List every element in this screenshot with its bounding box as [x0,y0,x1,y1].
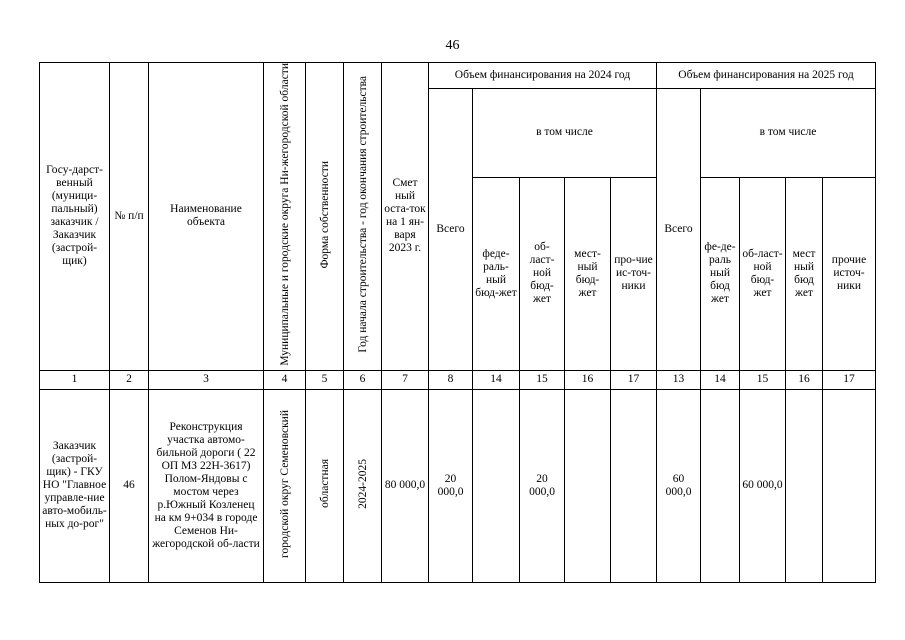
row-local-2025 [786,389,823,582]
header-including-2024: в том числе [473,89,657,178]
column-number: 14 [473,370,520,389]
column-number: 16 [565,370,611,389]
header-years [344,63,382,371]
column-number: 2 [110,370,149,389]
row-ownership [306,389,344,582]
table-row [40,389,876,582]
row-federal-2024 [473,389,520,582]
row-other-2024 [611,389,657,582]
header-federal-2024: феде-раль-ный бюд-жет [473,177,520,370]
column-number-row [40,370,876,389]
header-customer: Госу-дарст-венный (муници-пальный) заказчик / Заказчик (застрой-щик) [40,63,110,371]
header-object-name: Наименование объекта [149,63,264,371]
financing-table [39,62,876,583]
column-number: 6 [344,370,382,389]
row-years-text: 2024-2025 [356,458,369,509]
header-local-2024: мест-ный бюд-жет [565,177,611,370]
header-municipality-text: Муниципальные и городские округа Ни-жегородской области [278,63,291,366]
header-ownership [306,63,344,371]
header-other-2025: прочие источ-ники [823,177,876,370]
header-regional-2024: об-ласт-ной бюд-жет [520,177,565,370]
column-number: 14 [701,370,740,389]
row-customer: Заказчик (застрой-щик) - ГКУ НО "Главное управле-ние авто-мобиль-ных до-рог" [40,389,110,582]
column-number: 3 [149,370,264,389]
header-including-2025: в том числе [701,89,876,178]
row-ownership-text: областная [318,459,331,509]
column-number: 5 [306,370,344,389]
row-estimate: 80 000,0 [382,389,429,582]
row-total-2025: 60 000,0 [657,389,701,582]
header-regional-2025: об-ласт-ной бюд-жет [740,177,786,370]
column-number: 7 [382,370,429,389]
row-regional-2025: 60 000,0 [740,389,786,582]
column-number: 8 [429,370,473,389]
row-number: 46 [110,389,149,582]
row-federal-2025 [701,389,740,582]
column-number: 17 [611,370,657,389]
header-federal-2025: фе-де-раль ный бюд жет [701,177,740,370]
header-funding-2025: Объем финансирования на 2025 год [657,63,876,89]
column-number: 13 [657,370,701,389]
row-municipality [264,389,306,582]
column-number: 17 [823,370,876,389]
header-funding-2024: Объем финансирования на 2024 год [429,63,657,89]
column-number: 1 [40,370,110,389]
column-number: 15 [520,370,565,389]
row-other-2025 [823,389,876,582]
column-number: 4 [264,370,306,389]
row-years [344,389,382,582]
header-estimate: Смет ный оста-ток на 1 ян-варя 2023 г. [382,63,429,371]
page-number: 46 [445,38,460,53]
header-local-2025: мест ный бюд жет [786,177,823,370]
row-local-2024 [565,389,611,582]
header-total-2024: Всего [429,89,473,371]
header-total-2025: Всего [657,89,701,371]
header-years-text: Год начала строительства - год окончания строительства [356,76,369,353]
row-object-name: Реконструкция участка автомо-бильной дороги ( 22 ОП МЗ 22Н-3617) Полом-Яндовы с мостом через р.Южный Козленец на км 9+034 в городе Семенов Ни-жегородской об-ласти [149,389,264,582]
row-regional-2024: 20 000,0 [520,389,565,582]
column-number: 16 [786,370,823,389]
header-municipality [264,63,306,371]
column-number: 15 [740,370,786,389]
header-other-2024: про-чие ис-точ-ники [611,177,657,370]
header-ownership-text: Форма собственности [318,160,331,269]
header-number: № п/п [110,63,149,371]
row-total-2024: 20 000,0 [429,389,473,582]
row-municipality-text: городской округ Семеновский [278,409,291,558]
